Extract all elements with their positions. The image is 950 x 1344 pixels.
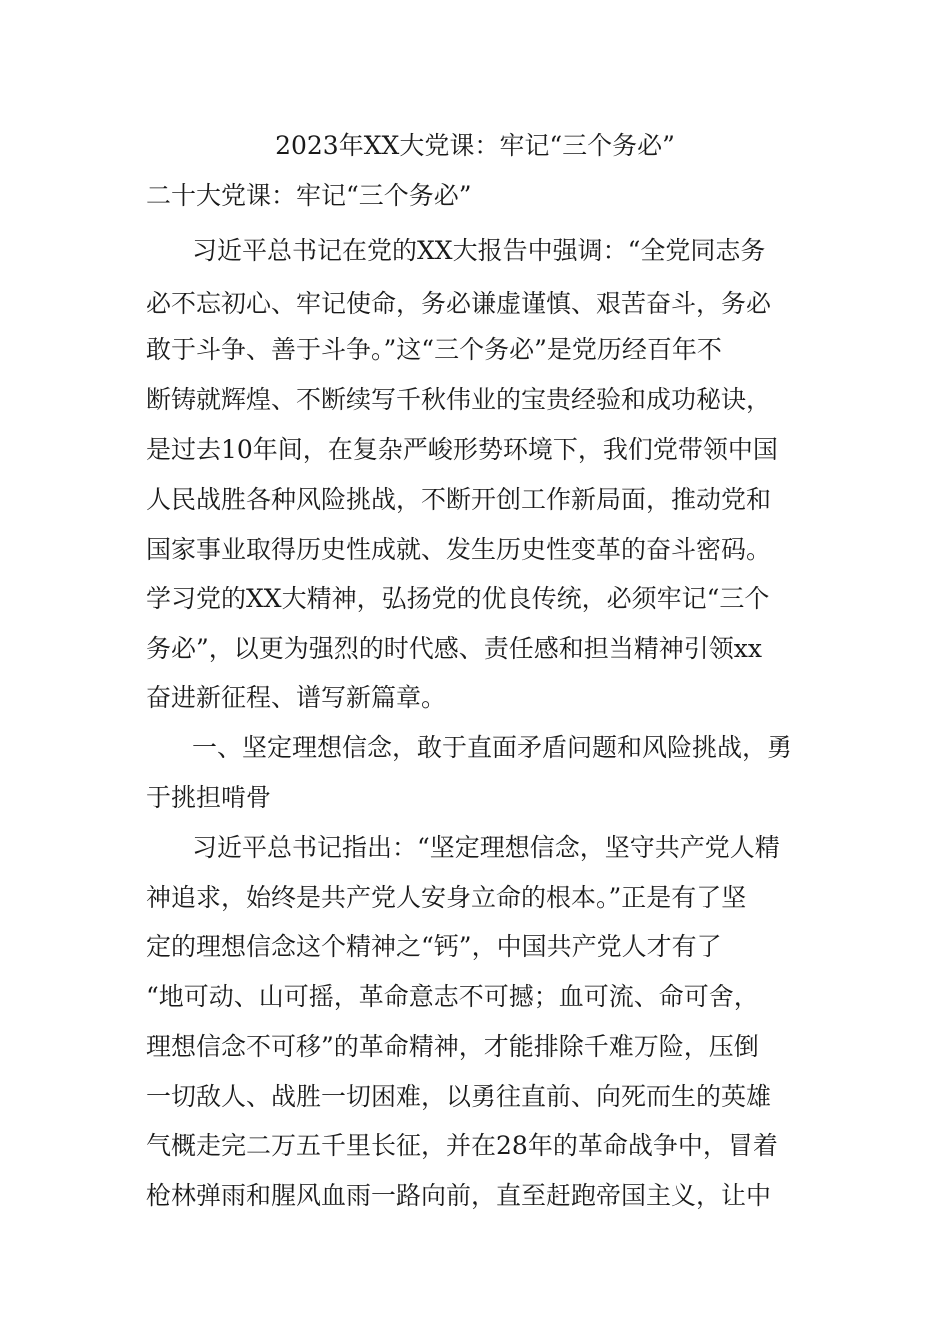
section-heading-line-1: 一、坚定理想信念，敢于直面矛盾问题和风险挑战，勇 — [192, 733, 793, 762]
paragraph-1-line-9: 务必”，以更为强烈的时代感、责任感和担当精神引领xx — [146, 634, 762, 663]
paragraph-1-line-4: 断铸就辉煌、不断续写千秋伟业的宝贵经验和成功秘诀， — [146, 385, 772, 414]
paragraph-1-line-10: 奋进新征程、谱写新篇章。 — [146, 683, 447, 712]
section-heading-line-2: 于挑担啃骨 — [146, 783, 272, 812]
paragraph-3-line-4: “地可动、山可摇，革命意志不可撼；血可流、命可舍， — [146, 982, 759, 1011]
paragraph-3-line-2: 神追求，始终是共产党人安身立命的根本。”正是有了坚 — [146, 883, 747, 912]
paragraph-3-line-5: 理想信念不可移”的革命精神，才能排除千难万险，压倒 — [146, 1032, 759, 1061]
paragraph-1-line-1: 习近平总书记在党的XX大报告中强调：“全党同志务 — [192, 236, 766, 265]
paragraph-3-line-7: 气概走完二万五千里长征，并在28年的革命战争中，冒着 — [146, 1131, 778, 1160]
paragraph-3-line-8: 枪林弹雨和腥风血雨一路向前，直至赶跑帝国主义，让中 — [146, 1181, 772, 1210]
paragraph-1-line-8: 学习党的XX大精神，弘扬党的优良传统，必须牢记“三个 — [146, 584, 770, 613]
paragraph-1-line-7: 国家事业取得历史性成就、发生历史性变革的奋斗密码。 — [146, 535, 772, 564]
paragraph-3-line-6: 一切敌人、战胜一切困难，以勇往直前、向死而生的英雄 — [146, 1082, 772, 1111]
paragraph-1-line-3: 敢于斗争、善于斗争。”这“三个务必”是党历经百年不 — [146, 335, 722, 364]
paragraph-1-line-2: 必不忘初心、牢记使命，务必谦虚谨慎、艰苦奋斗，务必 — [146, 289, 772, 318]
document-subtitle: 二十大党课：牢记“三个务必” — [146, 181, 472, 210]
paragraph-3-line-3: 定的理想信念这个精神之“钙”，中国共产党人才有了 — [146, 932, 722, 961]
paragraph-3-line-1: 习近平总书记指出：“坚定理想信念，坚守共产党人精 — [192, 833, 780, 862]
paragraph-1-line-5: 是过去10年间，在复杂严峻形势环境下，我们党带领中国 — [146, 435, 778, 464]
document-title: 2023年XX大党课：牢记“三个务必” — [275, 131, 675, 160]
paragraph-1-line-6: 人民战胜各种风险挑战，不断开创工作新局面，推动党和 — [146, 485, 772, 514]
